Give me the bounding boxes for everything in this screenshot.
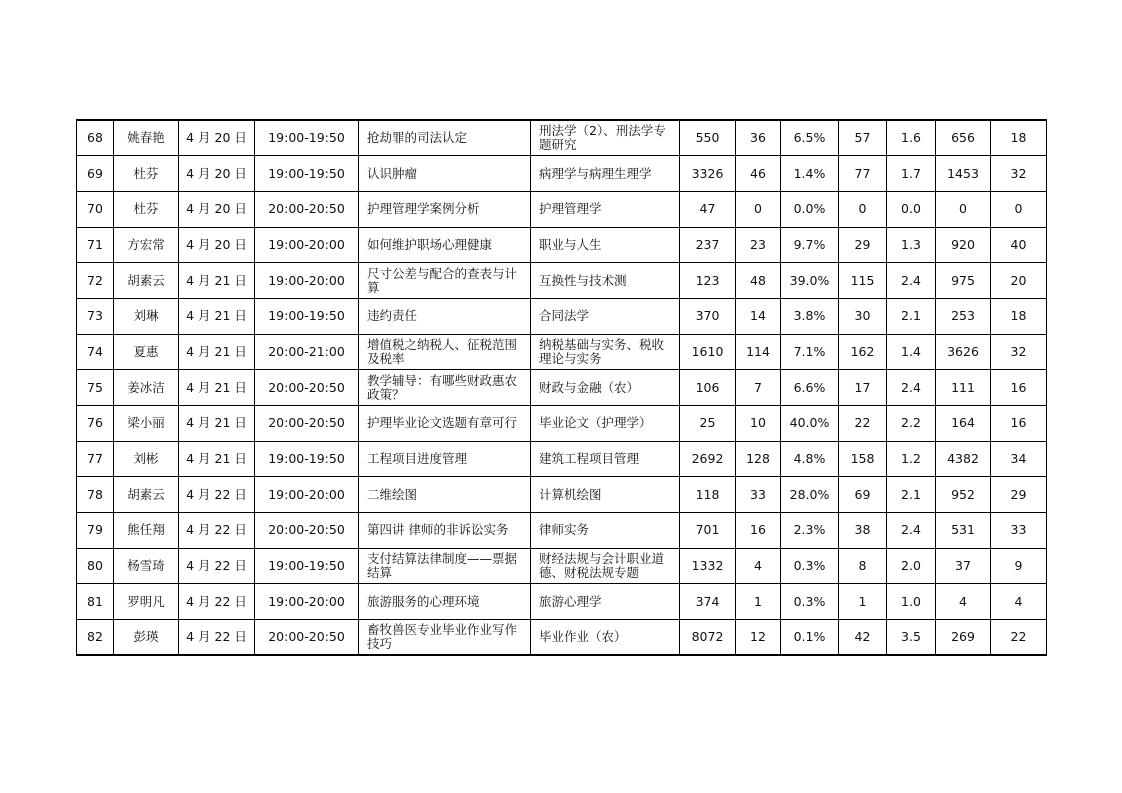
cell-participants: 33 bbox=[736, 477, 781, 513]
cell-date: 4 月 21 日 bbox=[179, 441, 255, 477]
cell-participants: 16 bbox=[736, 513, 781, 549]
cell-posts: 38 bbox=[839, 513, 887, 549]
cell-stat-last: 33 bbox=[991, 513, 1047, 549]
cell-enrolled: 374 bbox=[680, 584, 736, 620]
cell-posts: 8 bbox=[839, 548, 887, 584]
cell-date: 4 月 22 日 bbox=[179, 584, 255, 620]
cell-lecturer: 杜芬 bbox=[114, 156, 179, 192]
cell-posts: 115 bbox=[839, 263, 887, 299]
cell-posts-per-person: 1.6 bbox=[887, 120, 936, 156]
cell-row-number: 77 bbox=[77, 441, 114, 477]
cell-participation-rate: 9.7% bbox=[781, 227, 839, 263]
table-body bbox=[77, 120, 1047, 655]
cell-topic: 第四讲 律师的非诉讼实务 bbox=[359, 513, 531, 549]
cell-course: 财经法规与会计职业道德、财税法规专题 bbox=[531, 548, 680, 584]
cell-time: 20:00-20:50 bbox=[255, 370, 359, 406]
cell-participation-rate: 6.6% bbox=[781, 370, 839, 406]
cell-date: 4 月 22 日 bbox=[179, 548, 255, 584]
cell-date: 4 月 21 日 bbox=[179, 263, 255, 299]
cell-participants: 1 bbox=[736, 584, 781, 620]
cell-lecturer: 杨雪琦 bbox=[114, 548, 179, 584]
cell-row-number: 69 bbox=[77, 156, 114, 192]
cell-participants: 36 bbox=[736, 120, 781, 156]
cell-time: 19:00-19:50 bbox=[255, 156, 359, 192]
cell-course: 刑法学（2）、刑法学专题研究 bbox=[531, 120, 680, 156]
cell-views: 4382 bbox=[936, 441, 991, 477]
cell-participation-rate: 39.0% bbox=[781, 263, 839, 299]
cell-time: 19:00-20:00 bbox=[255, 477, 359, 513]
cell-views: 952 bbox=[936, 477, 991, 513]
cell-lecturer: 夏惠 bbox=[114, 334, 179, 370]
cell-participation-rate: 28.0% bbox=[781, 477, 839, 513]
cell-row-number: 68 bbox=[77, 120, 114, 156]
cell-views: 531 bbox=[936, 513, 991, 549]
cell-date: 4 月 20 日 bbox=[179, 120, 255, 156]
table-row bbox=[77, 298, 1047, 334]
cell-stat-last: 22 bbox=[991, 620, 1047, 656]
cell-stat-last: 32 bbox=[991, 156, 1047, 192]
cell-course: 合同法学 bbox=[531, 298, 680, 334]
cell-posts-per-person: 3.5 bbox=[887, 620, 936, 656]
cell-stat-last: 16 bbox=[991, 370, 1047, 406]
cell-participation-rate: 6.5% bbox=[781, 120, 839, 156]
cell-participants: 23 bbox=[736, 227, 781, 263]
cell-posts-per-person: 2.4 bbox=[887, 370, 936, 406]
cell-enrolled: 2692 bbox=[680, 441, 736, 477]
cell-posts-per-person: 2.4 bbox=[887, 263, 936, 299]
cell-course: 毕业论文（护理学） bbox=[531, 406, 680, 442]
cell-views: 253 bbox=[936, 298, 991, 334]
cell-time: 19:00-19:50 bbox=[255, 298, 359, 334]
cell-views: 3626 bbox=[936, 334, 991, 370]
cell-participants: 10 bbox=[736, 406, 781, 442]
cell-topic: 违约责任 bbox=[359, 298, 531, 334]
cell-row-number: 79 bbox=[77, 513, 114, 549]
cell-views: 4 bbox=[936, 584, 991, 620]
cell-enrolled: 1332 bbox=[680, 548, 736, 584]
cell-participation-rate: 1.4% bbox=[781, 156, 839, 192]
cell-views: 656 bbox=[936, 120, 991, 156]
table-row bbox=[77, 477, 1047, 513]
cell-date: 4 月 22 日 bbox=[179, 477, 255, 513]
cell-enrolled: 47 bbox=[680, 191, 736, 227]
table-row bbox=[77, 620, 1047, 656]
cell-course: 建筑工程项目管理 bbox=[531, 441, 680, 477]
cell-enrolled: 118 bbox=[680, 477, 736, 513]
cell-participants: 48 bbox=[736, 263, 781, 299]
cell-row-number: 82 bbox=[77, 620, 114, 656]
table-row bbox=[77, 156, 1047, 192]
cell-participants: 12 bbox=[736, 620, 781, 656]
cell-posts-per-person: 1.3 bbox=[887, 227, 936, 263]
cell-course: 纳税基础与实务、税收理论与实务 bbox=[531, 334, 680, 370]
table-row bbox=[77, 120, 1047, 156]
cell-enrolled: 1610 bbox=[680, 334, 736, 370]
cell-views: 1453 bbox=[936, 156, 991, 192]
cell-row-number: 70 bbox=[77, 191, 114, 227]
cell-posts-per-person: 2.1 bbox=[887, 477, 936, 513]
table-row bbox=[77, 227, 1047, 263]
cell-participants: 4 bbox=[736, 548, 781, 584]
table-row bbox=[77, 191, 1047, 227]
cell-participation-rate: 3.8% bbox=[781, 298, 839, 334]
table-row bbox=[77, 263, 1047, 299]
cell-topic: 增值税之纳税人、征税范围及税率 bbox=[359, 334, 531, 370]
cell-lecturer: 胡素云 bbox=[114, 477, 179, 513]
cell-topic: 护理管理学案例分析 bbox=[359, 191, 531, 227]
cell-stat-last: 18 bbox=[991, 120, 1047, 156]
cell-date: 4 月 21 日 bbox=[179, 406, 255, 442]
cell-time: 20:00-20:50 bbox=[255, 620, 359, 656]
cell-posts-per-person: 1.7 bbox=[887, 156, 936, 192]
cell-posts-per-person: 2.2 bbox=[887, 406, 936, 442]
table-row bbox=[77, 513, 1047, 549]
cell-row-number: 71 bbox=[77, 227, 114, 263]
cell-date: 4 月 22 日 bbox=[179, 620, 255, 656]
cell-course: 互换性与技术测 bbox=[531, 263, 680, 299]
cell-topic: 认识肿瘤 bbox=[359, 156, 531, 192]
cell-participants: 46 bbox=[736, 156, 781, 192]
cell-topic: 教学辅导：有哪些财政惠农政策？ bbox=[359, 370, 531, 406]
cell-row-number: 78 bbox=[77, 477, 114, 513]
cell-course: 毕业作业（农） bbox=[531, 620, 680, 656]
cell-views: 111 bbox=[936, 370, 991, 406]
cell-participation-rate: 4.8% bbox=[781, 441, 839, 477]
cell-posts: 162 bbox=[839, 334, 887, 370]
cell-topic: 护理毕业论文选题有章可行 bbox=[359, 406, 531, 442]
cell-time: 19:00-20:00 bbox=[255, 227, 359, 263]
cell-stat-last: 16 bbox=[991, 406, 1047, 442]
cell-topic: 如何维护职场心理健康 bbox=[359, 227, 531, 263]
cell-course: 职业与人生 bbox=[531, 227, 680, 263]
cell-time: 19:00-19:50 bbox=[255, 441, 359, 477]
cell-posts-per-person: 1.4 bbox=[887, 334, 936, 370]
cell-posts-per-person: 2.1 bbox=[887, 298, 936, 334]
cell-views: 920 bbox=[936, 227, 991, 263]
cell-time: 20:00-20:50 bbox=[255, 406, 359, 442]
cell-enrolled: 370 bbox=[680, 298, 736, 334]
cell-posts: 29 bbox=[839, 227, 887, 263]
cell-views: 0 bbox=[936, 191, 991, 227]
cell-stat-last: 40 bbox=[991, 227, 1047, 263]
cell-participants: 0 bbox=[736, 191, 781, 227]
cell-stat-last: 29 bbox=[991, 477, 1047, 513]
cell-posts: 69 bbox=[839, 477, 887, 513]
cell-stat-last: 34 bbox=[991, 441, 1047, 477]
cell-time: 19:00-20:00 bbox=[255, 584, 359, 620]
cell-participation-rate: 7.1% bbox=[781, 334, 839, 370]
cell-row-number: 75 bbox=[77, 370, 114, 406]
table-row bbox=[77, 370, 1047, 406]
cell-date: 4 月 22 日 bbox=[179, 513, 255, 549]
lecture-stats-table bbox=[76, 119, 1047, 656]
cell-lecturer: 姜冰洁 bbox=[114, 370, 179, 406]
cell-posts: 17 bbox=[839, 370, 887, 406]
cell-stat-last: 18 bbox=[991, 298, 1047, 334]
cell-topic: 工程项目进度管理 bbox=[359, 441, 531, 477]
cell-participants: 128 bbox=[736, 441, 781, 477]
cell-row-number: 72 bbox=[77, 263, 114, 299]
cell-topic: 旅游服务的心理环境 bbox=[359, 584, 531, 620]
cell-posts: 158 bbox=[839, 441, 887, 477]
cell-time: 19:00-20:00 bbox=[255, 263, 359, 299]
cell-lecturer: 彭瑛 bbox=[114, 620, 179, 656]
cell-participation-rate: 0.0% bbox=[781, 191, 839, 227]
cell-participation-rate: 40.0% bbox=[781, 406, 839, 442]
cell-date: 4 月 21 日 bbox=[179, 370, 255, 406]
cell-row-number: 80 bbox=[77, 548, 114, 584]
cell-row-number: 76 bbox=[77, 406, 114, 442]
cell-posts: 77 bbox=[839, 156, 887, 192]
cell-enrolled: 550 bbox=[680, 120, 736, 156]
cell-posts: 57 bbox=[839, 120, 887, 156]
cell-date: 4 月 21 日 bbox=[179, 334, 255, 370]
cell-time: 19:00-19:50 bbox=[255, 120, 359, 156]
cell-course: 旅游心理学 bbox=[531, 584, 680, 620]
cell-participation-rate: 0.1% bbox=[781, 620, 839, 656]
cell-topic: 畜牧兽医专业毕业作业写作技巧 bbox=[359, 620, 531, 656]
cell-enrolled: 701 bbox=[680, 513, 736, 549]
cell-views: 164 bbox=[936, 406, 991, 442]
table-row bbox=[77, 334, 1047, 370]
table-row bbox=[77, 441, 1047, 477]
cell-posts: 1 bbox=[839, 584, 887, 620]
cell-posts-per-person: 1.0 bbox=[887, 584, 936, 620]
cell-date: 4 月 20 日 bbox=[179, 156, 255, 192]
cell-course: 病理学与病理生理学 bbox=[531, 156, 680, 192]
cell-participants: 7 bbox=[736, 370, 781, 406]
cell-posts-per-person: 0.0 bbox=[887, 191, 936, 227]
cell-lecturer: 刘彬 bbox=[114, 441, 179, 477]
cell-enrolled: 3326 bbox=[680, 156, 736, 192]
cell-enrolled: 106 bbox=[680, 370, 736, 406]
cell-lecturer: 杜芬 bbox=[114, 191, 179, 227]
cell-lecturer: 梁小丽 bbox=[114, 406, 179, 442]
cell-time: 20:00-20:50 bbox=[255, 513, 359, 549]
cell-stat-last: 32 bbox=[991, 334, 1047, 370]
cell-date: 4 月 20 日 bbox=[179, 227, 255, 263]
cell-posts: 30 bbox=[839, 298, 887, 334]
table-row bbox=[77, 548, 1047, 584]
cell-topic: 抢劫罪的司法认定 bbox=[359, 120, 531, 156]
table-row bbox=[77, 584, 1047, 620]
cell-topic: 支付结算法律制度——票据结算 bbox=[359, 548, 531, 584]
cell-date: 4 月 20 日 bbox=[179, 191, 255, 227]
cell-participation-rate: 0.3% bbox=[781, 584, 839, 620]
cell-participants: 14 bbox=[736, 298, 781, 334]
cell-course: 护理管理学 bbox=[531, 191, 680, 227]
cell-time: 20:00-20:50 bbox=[255, 191, 359, 227]
cell-stat-last: 9 bbox=[991, 548, 1047, 584]
cell-posts-per-person: 2.0 bbox=[887, 548, 936, 584]
cell-posts-per-person: 2.4 bbox=[887, 513, 936, 549]
cell-stat-last: 4 bbox=[991, 584, 1047, 620]
cell-views: 975 bbox=[936, 263, 991, 299]
cell-participants: 114 bbox=[736, 334, 781, 370]
cell-enrolled: 25 bbox=[680, 406, 736, 442]
cell-lecturer: 刘琳 bbox=[114, 298, 179, 334]
cell-lecturer: 胡素云 bbox=[114, 263, 179, 299]
cell-lecturer: 罗明凡 bbox=[114, 584, 179, 620]
table-row bbox=[77, 406, 1047, 442]
cell-lecturer: 方宏常 bbox=[114, 227, 179, 263]
cell-posts: 42 bbox=[839, 620, 887, 656]
cell-lecturer: 姚春艳 bbox=[114, 120, 179, 156]
cell-views: 37 bbox=[936, 548, 991, 584]
cell-stat-last: 0 bbox=[991, 191, 1047, 227]
cell-stat-last: 20 bbox=[991, 263, 1047, 299]
cell-participation-rate: 0.3% bbox=[781, 548, 839, 584]
cell-posts-per-person: 1.2 bbox=[887, 441, 936, 477]
cell-topic: 尺寸公差与配合的查表与计算 bbox=[359, 263, 531, 299]
cell-enrolled: 123 bbox=[680, 263, 736, 299]
cell-time: 20:00-21:00 bbox=[255, 334, 359, 370]
cell-views: 269 bbox=[936, 620, 991, 656]
cell-topic: 二维绘图 bbox=[359, 477, 531, 513]
cell-date: 4 月 21 日 bbox=[179, 298, 255, 334]
cell-row-number: 81 bbox=[77, 584, 114, 620]
cell-posts: 0 bbox=[839, 191, 887, 227]
cell-enrolled: 8072 bbox=[680, 620, 736, 656]
cell-course: 计算机绘图 bbox=[531, 477, 680, 513]
cell-row-number: 73 bbox=[77, 298, 114, 334]
cell-course: 律师实务 bbox=[531, 513, 680, 549]
cell-participation-rate: 2.3% bbox=[781, 513, 839, 549]
cell-time: 19:00-19:50 bbox=[255, 548, 359, 584]
cell-course: 财政与金融（农） bbox=[531, 370, 680, 406]
cell-lecturer: 熊任翔 bbox=[114, 513, 179, 549]
cell-row-number: 74 bbox=[77, 334, 114, 370]
cell-enrolled: 237 bbox=[680, 227, 736, 263]
cell-posts: 22 bbox=[839, 406, 887, 442]
